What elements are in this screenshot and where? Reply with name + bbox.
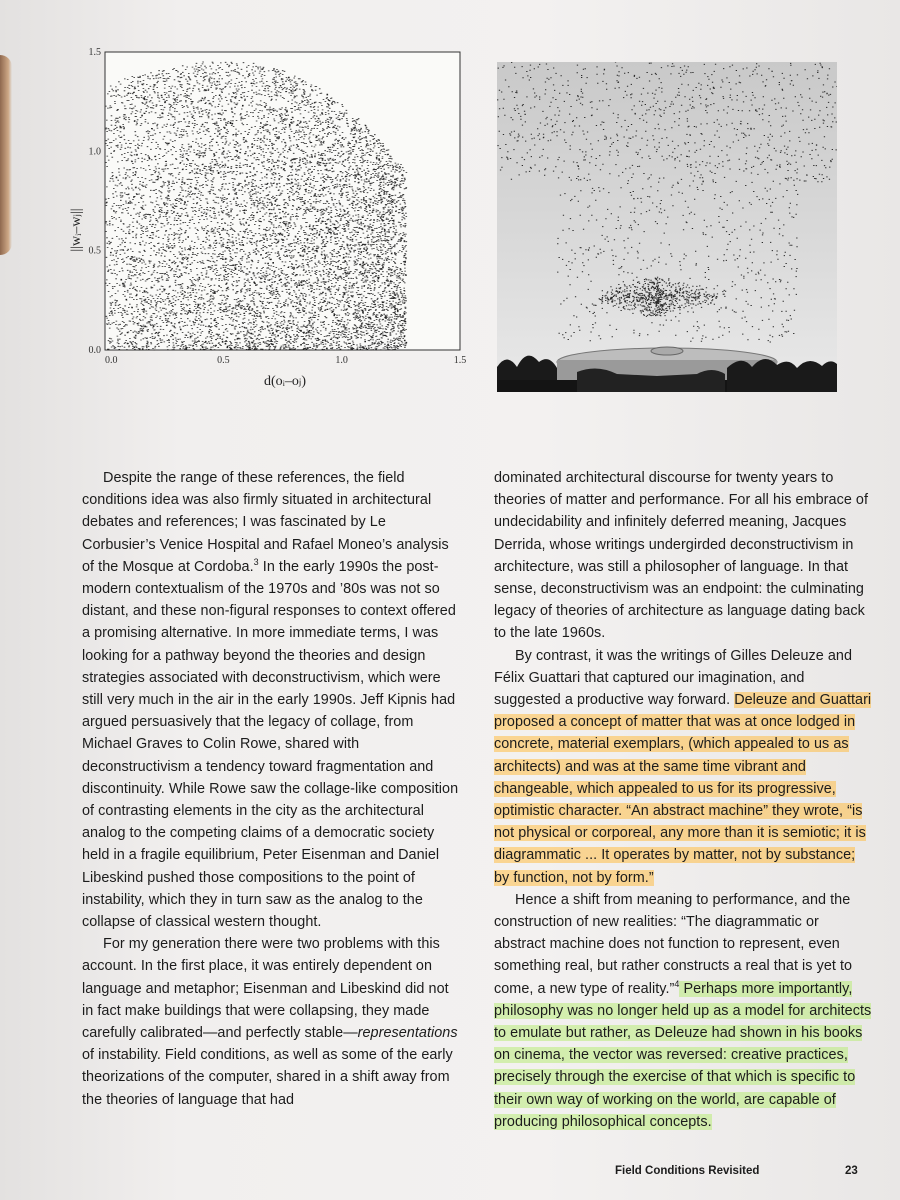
book-edge [0,55,12,255]
plot-frame [105,52,460,350]
paragraph: dominated architectural discourse for twenty years to theories of matter and performance. For all his embrace of undecidability and infinitely deferred meaning, Jacques Derrida, whose writings undergirded deconstructivism in architecture, was still a philosopher of language. In that sense, deconstructivism was an endpoint: the culminating legacy of theories of architecture as language dating back to the late 1960s. [494,470,869,642]
x-tick-label: 1.0 [335,355,348,366]
y-tick-label: 1.0 [88,146,101,158]
running-title: Field Conditions Revisited [615,1165,760,1177]
y-tick-label: 0.5 [88,245,101,257]
paragraph: Despite the range of these references, the field conditions idea was also firmly situated in architectural debates and references; I was fascinated by Le Corbusier’s Venice Hospital and Rafael Moneo’s analysis of the Mosque at Cordoba.$^3$ In the early 1990s the post-modern contextualism of the 1970s and ’80s was not so distant, and these non-figural responses to context offered a promising alternative. In more immediate terms, I was looking for a pathway beyond the theories and design strategies associated with deconstructivism, which were still very much in the air in the early 1990s. Jeff Kipnis had argued persuasively that the legacy of collage, from Michael Graves to Colin Rowe, shared with deconstructivism a tendency toward fragmentation and discontinuity. While Rowe saw the collage-like composition of contrasting elements in the city as the architectural analog to the competing claims of a democratic society held in a fragile equilibrium, Peter Eisenman and Daniel Libeskind pushed those compositions to the point of instability, which they in turn saw as the analog to the collapse of classical western thought. [82,470,459,931]
x-axis-label: d(oᵢ–oⱼ) [263,374,307,389]
highlighted-passage: Deleuze and Guattari proposed a concept of matter that was at once lodged in concrete, material exemplars, (which appealed to us as architects) and was at the same time vibrant and changeable, which appealed to us for its progressive, optimistic character. “An abstract machine” they wrote, “is not physical or corporeal, any more than it is semiotic; it is diagrammatic ... It operates by matter, not by substance; by function, not by form.” [494,692,872,886]
y-tick-label: 1.5 [88,47,101,58]
paragraph: For my generation there were two problems with this account. In the first place, it was entirely dependent on language and metaphor; Eisenman and Libeskind did not in fact make buildings that were collapsing, they made carefully calibrated—and perfectly stable—representations of instability. Field conditions, as well as some of the early theorizations of the computer, shared in a shift away from the theories of language that had [82,936,458,1108]
scatter-plot [60,40,480,400]
starling-murmuration-photo [497,62,837,392]
paragraph: Hence a shift from meaning to performance, and the construction of new realities: “The diagrammatic or abstract machine does not function to represent, even something real, but rather constructs a real that is yet to come, a new type of reality.”$^4$ Perhaps more importantly, philosophy was no longer held up as a model for architects to emulate but rather, as Deleuze had shown in his books on cinema, the vector was reversed: creative practices, precisely through the exercise of that which is specific to their own way of working on the world, are capable of producing philosophical concepts. [494,891,872,1130]
left-text-column [82,467,460,1111]
y-tick-label: 0.0 [88,345,101,356]
paragraph: By contrast, it was the writings of Gilles Deleuze and Félix Guattari that captured our imagination, and suggested a productive way forward. Deleuze and Guattari proposed a concept of matter that was at once lodged in concrete, material exemplars, (which appealed to us as architects) and was at the same time vibrant and changeable, which appealed to us for its progressive, optimistic character. “An abstract machine” they wrote, “is not physical or corporeal, any more than it is semiotic; it is diagrammatic ... It operates by matter, not by substance; by function, not by form.” [494,647,872,886]
right-text-column [494,467,872,1133]
x-tick-label: 1.5 [453,355,467,366]
page-footer [615,1165,875,1177]
x-tick-label: 0.5 [217,355,230,366]
page-number: 23 [845,1165,858,1177]
scatter-svg [60,40,480,400]
y-axis-label: ||wᵢ–wⱼ|| [69,208,84,252]
x-tick-label: 0.0 [105,355,118,366]
highlighted-passage: Perhaps more importantly, philosophy was no longer held up as a model for architects to emulate but rather, as Deleuze had shown in his books on cinema, the vector was reversed: creative practices, precisely through the exercise of that which is specific to their own way of working on the world, are capable of producing philosophical concepts. [494,980,872,1130]
